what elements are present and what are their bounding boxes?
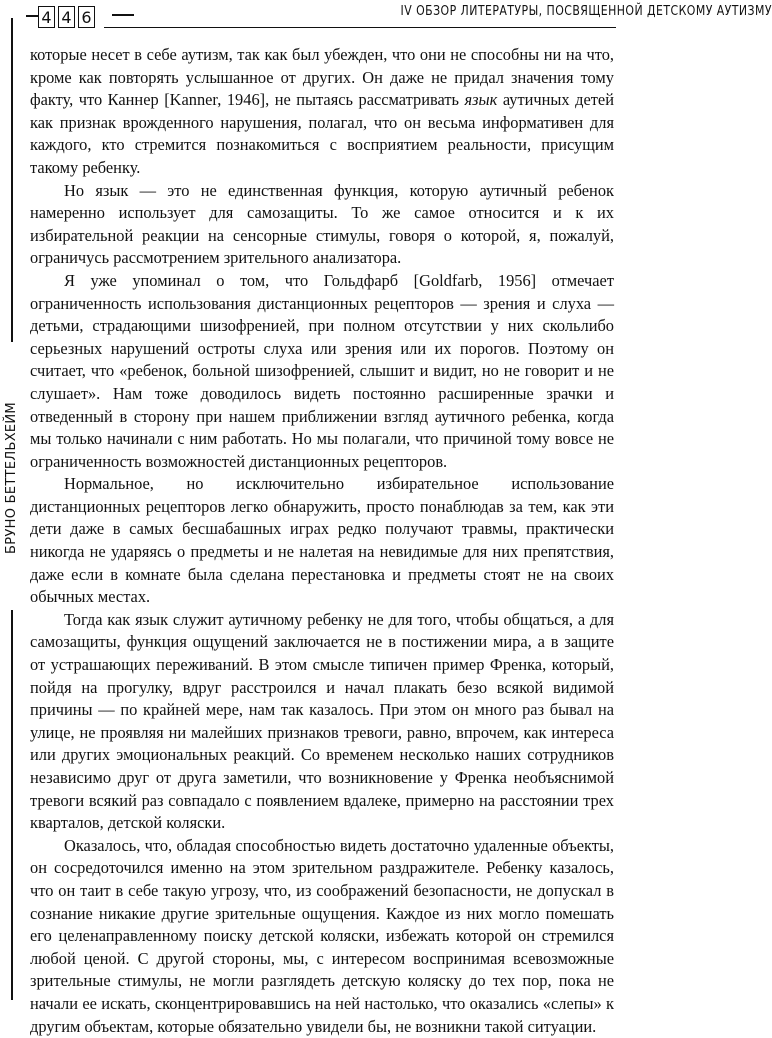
paragraph: Оказалось, что, обладая способностью видеть достаточно удаленные объекты, он сосредоточился именно на этом зрительном раздражителе. Ребенку казалось, что он таит в себе такую угрозу, что, из соображений безопасности, не допускал в сознание никакие другие зрительные ощущения. Каждое из них могло помешать его целенаправленному поиску детской коляски, избежать которой он стремился любой ценой. С другой стороны, мы, с интересом воспринимая всевозможные зрительные стимулы, не могли разглядеть детскую коляску до тех пор, пока не начали ее искать, сконцентрировавшись на ней настолько, что оказались «слепы» к другим объектам, которые обязательно увидели бы, не возникни такой ситуации. xyxy=(30,835,614,1036)
page-number-digit: 4 xyxy=(58,6,75,28)
header-rule-mid xyxy=(112,14,134,16)
page-number-digit: 6 xyxy=(78,6,95,28)
paragraph: Но язык — это не единственная функция, которую аутичный ребенок намеренно использует для самозащиты. То же самое относится и к их избирательной реакции на сенсорные стимулы, говоря о которой, я, пожалуй, ограничусь рассмотрением зрительного анализатора. xyxy=(30,180,614,268)
header-underline xyxy=(104,27,616,28)
paragraph xyxy=(30,44,614,180)
italic-term: язык xyxy=(464,90,498,110)
side-rule-top xyxy=(11,18,13,342)
body-text xyxy=(30,44,614,1038)
paragraph-text: которые несет в себе аутизм, так как был убежден, что они не способны ни на что, кроме как повторять услышанное от других. Он даже не придал значения тому факту, что Каннер [Kanner, 1946], не пытаясь рассматривать xyxy=(30,45,614,110)
page-header xyxy=(0,0,772,34)
paragraph: Я уже упоминал о том, что Гольдфарб [Goldfarb, 1956] отмечает ограниченность использования дистанционных рецепторов — зрения и слуха — детьми, страдающими шизофренией, при полном отсутствии у них скольлибо серьезных нарушений остроты слуха или зрения или их порогов. Поэтому он считает, что «ребенок, больной шизофренией, слышит и видит, но не говорит и не слушает». Нам тоже доводилось видеть постоянно расширенные зрачки и отведенный в сторону при нашем приближении взгляд аутичного ребенка, когда мы только начинали с ним работать. Но мы полагали, что причиной тому вовсе не ограниченность возможностей дистанционных рецепторов. xyxy=(30,270,614,471)
running-head: IV ОБЗОР ЛИТЕРАТУРЫ, ПОСВЯЩЕННОЙ ДЕТСКОМУ АУТИЗМУ xyxy=(400,4,772,19)
paragraph: Нормальное, но исключительно избирательное использование дистанционных рецепторов легко обнаружить, просто понаблюдав за тем, как эти дети даже в самых бесшабашных играх редко получают травмы, практически никогда не ударяясь о предметы и не налетая на невидимые для них препятствия, даже если в комнате была сделана перестановка и предметы стоят не на своих обычных местах. xyxy=(30,474,614,607)
side-rule-bottom xyxy=(11,610,13,1000)
page-number xyxy=(38,6,98,28)
page-number-digit: 4 xyxy=(38,6,55,28)
side-author-title: БРУНО БЕТТЕЛЬХЕЙМ xyxy=(4,402,19,554)
paragraph-text: аутичных детей как признак врожденного нарушения, полагал, что он весьма информативен для каждого, кто стремится познакомиться с восприятием реальности, присущим такому ребенку. xyxy=(30,90,614,177)
paragraph: Тогда как язык служит аутичному ребенку не для того, чтобы общаться, а для самозащиты, функция ощущений заключается не в постижении мира, а в защите от устрашающих переживаний. В этом смысле типичен пример Френка, который, пойдя на прогулку, вдруг расстроился и начал плакать безо всякой видимой причины — по крайней мере, нам так казалось. При этом он много раз бывал на улице, не проявляя ни малейших признаков тревоги, равно, впрочем, как интереса или других эмоциональных реакций. Со временем несколько наших сотрудников независимо друг от друга заметили, что возникновение у Френка необъяснимой тревоги всякий раз совпадало с появлением вдалеке, примерно на расстоянии трех кварталов, детской коляски. xyxy=(30,609,614,833)
